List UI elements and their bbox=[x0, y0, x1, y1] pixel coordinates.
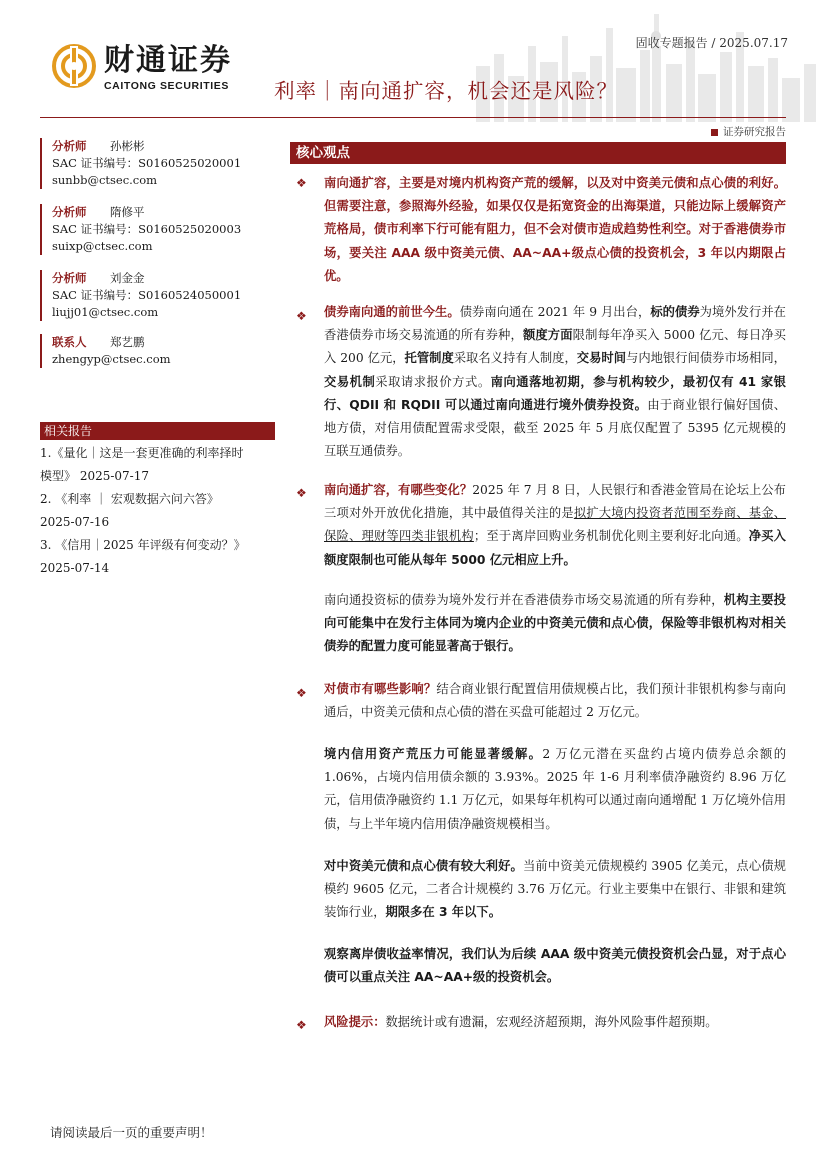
contact-role: 联系人 bbox=[52, 335, 87, 349]
report-title: 利率｜南向通扩容，机会还是风险？ bbox=[274, 79, 618, 103]
history-paragraph: 债券南向通的前世今生。债券南向通在 2021 年 9 月出台，标的债券为境外发行并在香港债券市场交易流通的所有券种，额度方面限制每年净买入 5000 亿元、每日净买入 200 亿元，托管制度采取名义持有人制度，交易时间与内地银行间债券市场相同，交易机制采取请求报价方式。南向通落地初期，参与机构较少，最初仅有 41 家银行、QDII 和 RQDII 可以通过南向通进行境外债券投资。由于商业银行偏好国债、地方债，对信用债配置需求受限，截至 2025 年 5 月底仅配置了 5395 亿元规模的互联互通债券。 bbox=[324, 305, 786, 459]
opportunity-paragraph: 观察离岸债收益率情况，我们认为后续 AAA 级中资美元债投资机会凸显，对于点心债可以重点关注 AA~AA+级的投资机会。 bbox=[324, 947, 786, 985]
square-icon bbox=[711, 129, 718, 136]
related-reports-list bbox=[40, 442, 275, 580]
section-tag-label: 证券研究报告 bbox=[723, 126, 786, 138]
related-report-item[interactable] bbox=[40, 534, 275, 580]
diamond-bullet-icon: ❖ bbox=[296, 309, 307, 323]
diamond-bullet-icon: ❖ bbox=[296, 1018, 307, 1032]
related-report-item[interactable] bbox=[40, 442, 275, 488]
analyst-role: 分析师 bbox=[52, 205, 87, 219]
analyst-sac: SAC 证书编号：S0160524050001 bbox=[52, 288, 242, 302]
analyst-email[interactable]: suixp@ctsec.com bbox=[52, 239, 153, 253]
contact-card bbox=[40, 334, 282, 368]
report-meta: 固收专题报告 / 2025.07.17 bbox=[635, 36, 788, 50]
related-report-date: 模型》 2025-07-17 bbox=[40, 469, 150, 483]
diamond-bullet-icon: ❖ bbox=[296, 486, 307, 500]
core-viewpoints-heading: 核心观点 bbox=[290, 142, 786, 164]
analyst-role: 分析师 bbox=[52, 139, 87, 153]
analyst-name: 隋修平 bbox=[110, 205, 145, 219]
contact-email[interactable]: zhengyp@ctsec.com bbox=[52, 352, 171, 366]
logo-wordmark-en: CAITONG SECURITIES bbox=[104, 80, 229, 92]
diamond-bullet-icon: ❖ bbox=[296, 176, 307, 190]
analyst-email[interactable]: sunbb@ctsec.com bbox=[52, 173, 158, 187]
section-tag bbox=[711, 124, 786, 139]
analyst-card bbox=[40, 204, 282, 255]
related-reports-heading: 相关报告 bbox=[40, 422, 275, 440]
summary-paragraph: 南向通扩容，主要是对境内机构资产荒的缓解，以及对中资美元债和点心债的利好。但需要注意，参照海外经验，如果仅仅是拓宽资金的出海渠道，只能边际上缓解资产荒格局，债市利率下行可能有阻力，但不会对债市造成趋势性利空。对于香港债券市场，要关注 AAA 级中资美元债、AA~AA+级点心债的投资机会，3 年以内期限占优。 bbox=[324, 176, 786, 283]
usd-dimsum-paragraph: 对中资美元债和点心债有较大利好。当前中资美元债规模约 3905 亿美元，点心债规模约 9605 亿元，二者合计规模约 3.76 万亿元。行业主要集中在银行、非银和建筑装饰行业，期限多在 3 年以下。 bbox=[324, 859, 786, 920]
analyst-sac: SAC 证书编号：S0160525020001 bbox=[52, 156, 242, 170]
city-skyline-graphic bbox=[466, 6, 826, 122]
analyst-name: 刘金金 bbox=[110, 271, 145, 285]
related-report-date: 2025-07-16 bbox=[40, 515, 110, 529]
caitong-logo-icon bbox=[52, 44, 96, 88]
contact-name: 郑艺鹏 bbox=[110, 335, 145, 349]
analyst-name: 孙彬彬 bbox=[110, 139, 145, 153]
analyst-role: 分析师 bbox=[52, 271, 87, 285]
credit-relief-paragraph: 境内信用资产荒压力可能显著缓解。2 万亿元潜在买盘约占境内债券总余额的 1.06%，占境内信用债余额的 3.93%。2025 年 1-6 月利率债净融资约 8.96 万亿元，信用债净融资约 1.1 万亿元，如果每年机构可以通过南向通增配 1 万亿境外信用债，与上半年境内信用债净融资规模相当。 bbox=[324, 747, 786, 831]
related-report-title: 3. 《信用｜2025 年评级有何变动？》 bbox=[40, 538, 246, 552]
analyst-card bbox=[40, 270, 282, 321]
analyst-card bbox=[40, 138, 282, 189]
diamond-bullet-icon: ❖ bbox=[296, 686, 307, 700]
disclaimer-note: 请阅读最后一页的重要声明！ bbox=[50, 1125, 213, 1140]
impact-paragraph: 对债市有哪些影响？结合商业银行配置信用债规模占比，我们预计非银机构参与南向通后，中资美元债和点心债的潜在买盘可能超过 2 万亿元。 bbox=[324, 682, 786, 720]
risk-paragraph: 风险提示：数据统计或有遗漏，宏观经济超预期，海外风险事件超预期。 bbox=[324, 1015, 718, 1029]
related-report-item[interactable] bbox=[40, 488, 275, 534]
logo-wordmark-cn: 财通证券 bbox=[104, 43, 232, 78]
header-divider bbox=[40, 117, 786, 118]
expansion-paragraph: 南向通扩容，有哪些变化？2025 年 7 月 8 日，人民银行和香港金管局在论坛上公布三项对外开放优化措施，其中最值得关注的是拟扩大境内投资者范围至券商、基金、保险、理财等四类非银机构；至于离岸回购业务机制优化则主要利好北向通。净买入额度限制也可能从每年 5000 亿元相应上升。 bbox=[324, 483, 786, 567]
investment-target-paragraph: 南向通投资标的债券为境外发行并在香港债券市场交易流通的所有券种，机构主要投向可能集中在发行主体同为境内企业的中资美元债和点心债，保险等非银机构对相关债券的配置力度可能显著高于银行。 bbox=[324, 593, 786, 654]
related-report-title: 2. 《利率 ｜ 宏观数据六问六答》 bbox=[40, 492, 219, 506]
analyst-sac: SAC 证书编号：S0160525020003 bbox=[52, 222, 242, 236]
related-report-title: 1.《量化｜这是一套更准确的利率择时 bbox=[40, 446, 244, 460]
analyst-email[interactable]: liujj01@ctsec.com bbox=[52, 305, 159, 319]
related-report-date: 2025-07-14 bbox=[40, 561, 110, 575]
